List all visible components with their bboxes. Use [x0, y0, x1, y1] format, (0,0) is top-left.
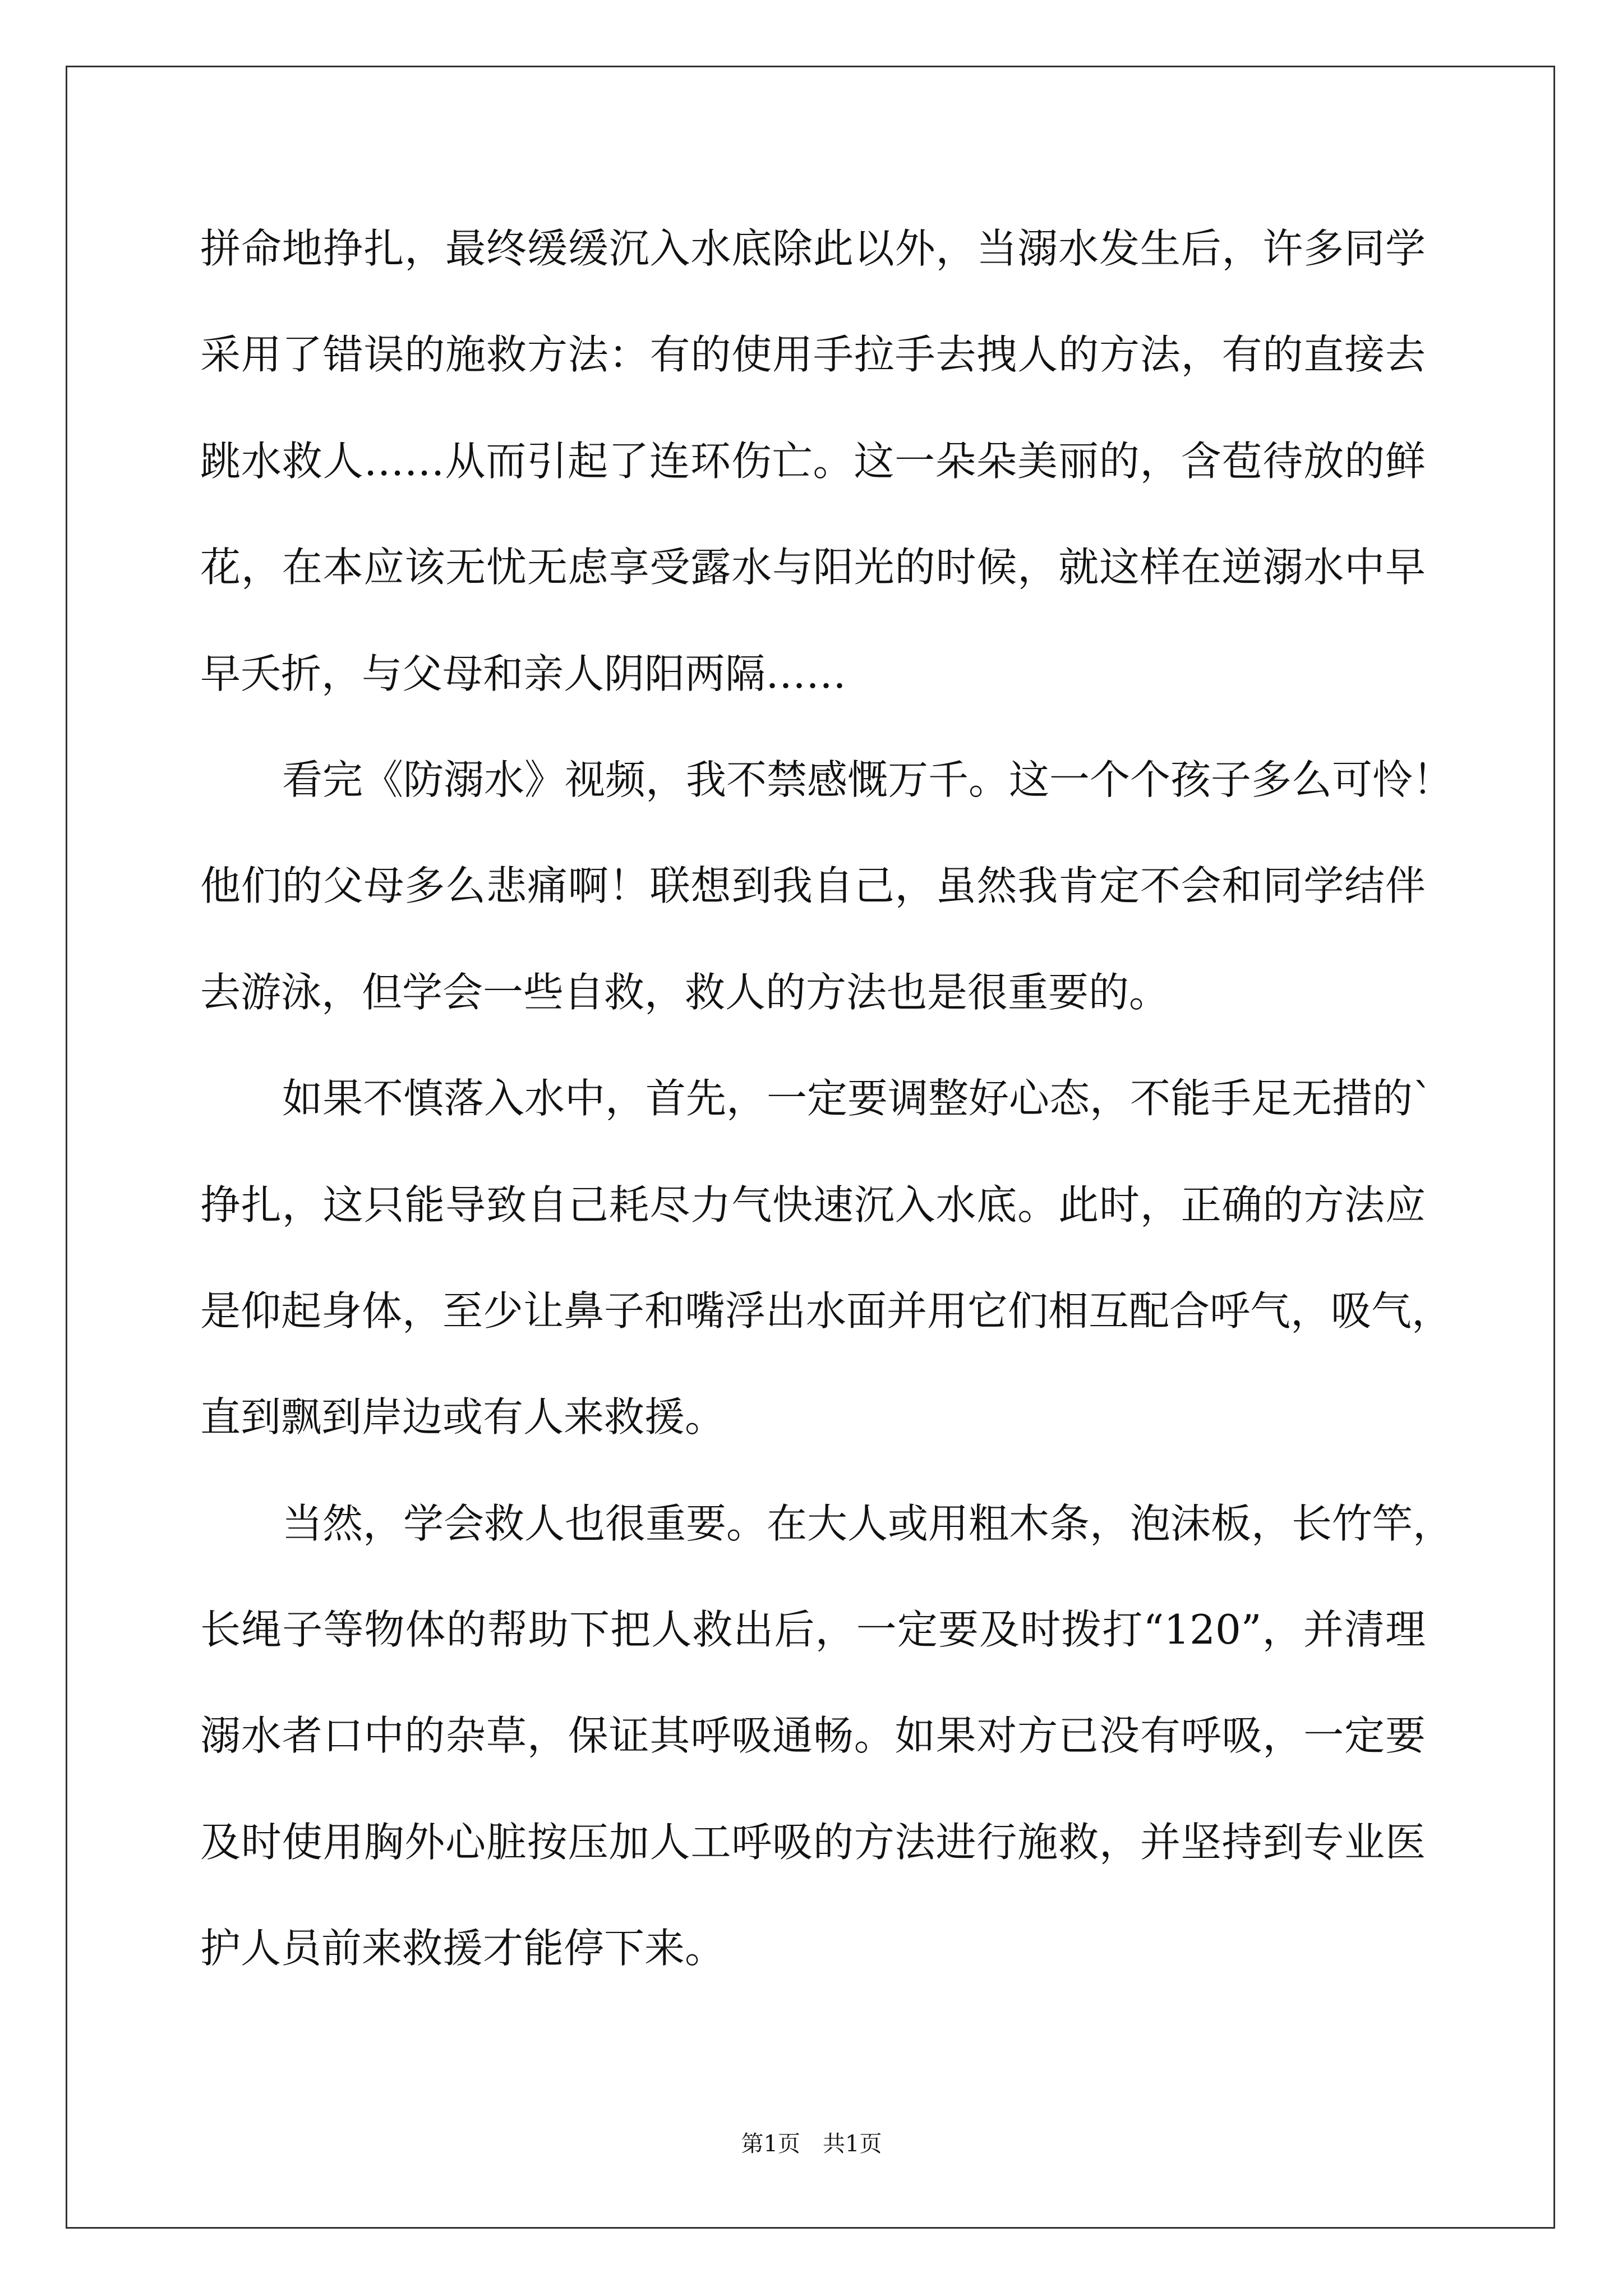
- text-line: 拼命地挣扎，最终缓缓沉入水底除此以外，当溺水发生后，许多同学: [200, 225, 1426, 272]
- text-line: 挣扎，这只能导致自己耗尽力气快速沉入水底。此时，正确的方法应: [200, 1181, 1426, 1228]
- text-line: 是仰起身体，至少让鼻子和嘴浮出水面并用它们相互配合呼气，吸气，: [200, 1287, 1453, 1335]
- text-line: 直到飘到岸边或有人来救援。: [200, 1393, 726, 1441]
- text-line: 去游泳，但学会一些自救，救人的方法也是很重要的。: [200, 968, 1170, 1016]
- text-line: 花，在本应该无忧无虑享受露水与阳光的时候，就这样在逆溺水中早: [200, 544, 1426, 591]
- text-line: 溺水者口中的杂草，保证其呼吸通畅。如果对方已没有呼吸，一定要: [200, 1712, 1426, 1760]
- paragraph-first-line: 看完《防溺水》视频，我不禁感慨万千。这一个个孩子多么可怜！: [282, 756, 1454, 803]
- text-line: 他们的父母多么悲痛啊！联想到我自己，虽然我肯定不会和同学结伴: [200, 862, 1426, 910]
- text-line: 护人员前来救援才能停下来。: [200, 1925, 726, 1972]
- paragraph-first-line: 当然，学会救人也很重要。在大人或用粗木条，泡沫板，长竹竿，: [282, 1499, 1454, 1547]
- text-line: 长绳子等物体的帮助下把人救出后，一定要及时拨打“120”，并清理: [200, 1606, 1426, 1654]
- document-body: [200, 196, 1454, 2002]
- text-line: 跳水救人……从而引起了连环伤亡。这一朵朵美丽的，含苞待放的鲜: [200, 437, 1426, 485]
- page-number-footer: 第1页 共1页: [741, 2131, 882, 2157]
- text-line: 采用了错误的施救方法：有的使用手拉手去拽人的方法，有的直接去: [200, 331, 1426, 379]
- text-line: 早夭折，与父母和亲人阴阳两隔……: [200, 650, 847, 697]
- text-line: 及时使用胸外心脏按压加人工呼吸的方法进行施救，并坚持到专业医: [200, 1818, 1426, 1866]
- paragraph-first-line: 如果不慎落入水中，首先，一定要调整好心态，不能手足无措的`: [282, 1075, 1433, 1122]
